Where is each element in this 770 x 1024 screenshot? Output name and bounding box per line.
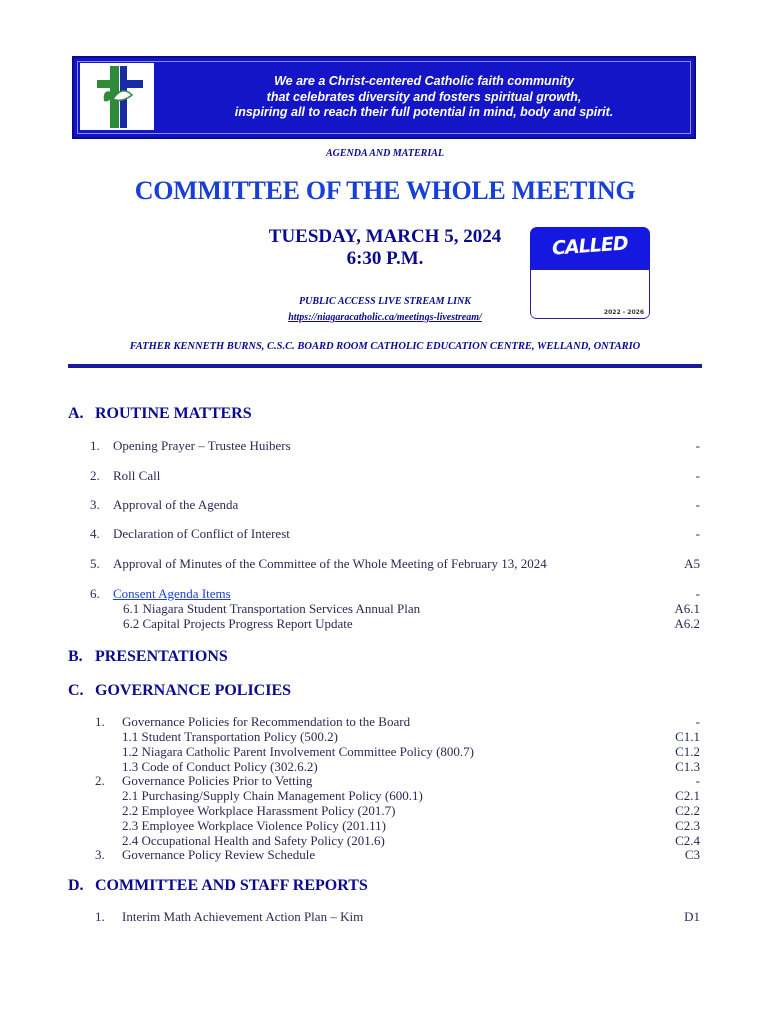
section-b-letter: B.	[68, 648, 83, 665]
section-d-title: COMMITTEE AND STAFF REPORTS	[95, 877, 368, 894]
section-c-heading	[68, 682, 291, 700]
item-reference: -	[695, 773, 700, 788]
item-reference: C2.1	[675, 788, 700, 803]
item-reference: -	[695, 468, 700, 483]
item-number: 1.	[95, 714, 105, 729]
item-reference: C3	[684, 847, 700, 862]
item-text: Approval of Minutes of the Committee of the Whole Meeting of February 13, 2024	[113, 556, 547, 571]
item-text: Governance Policy Review Schedule	[122, 847, 316, 862]
item-reference: A6.2	[674, 616, 700, 631]
item-number: 1.	[90, 438, 100, 453]
header-divider	[68, 364, 702, 368]
section-b-title: PRESENTATIONS	[95, 648, 228, 665]
item-reference: -	[695, 586, 700, 601]
meeting-datetime	[235, 226, 535, 270]
item-reference: -	[695, 714, 700, 729]
item-number: 2.	[95, 773, 105, 788]
section-d-letter: D.	[68, 877, 84, 894]
mission-line-2: that celebrates diversity and fosters spiritual growth,	[266, 89, 582, 104]
item-text: 1.2 Niagara Catholic Parent Involvement Committee Policy (800.7)	[122, 744, 475, 759]
item-text: 2.1 Purchasing/Supply Chain Management Policy (600.1)	[122, 788, 423, 803]
item-number: 3.	[90, 497, 100, 512]
livestream-link[interactable]: https://niagaracatholic.ca/meetings-livestream/	[288, 312, 482, 323]
section-c-title: GOVERNANCE POLICIES	[95, 682, 292, 699]
meeting-location: FATHER KENNETH BURNS, C.S.C. BOARD ROOM CATHOLIC EDUCATION CENTRE, WELLAND, ONTARIO	[129, 341, 641, 352]
item-reference: -	[695, 497, 700, 512]
called-badge-years: 2022 - 2026	[603, 309, 644, 316]
item-reference: C2.4	[675, 833, 700, 848]
item-reference: C2.2	[675, 803, 700, 818]
item-text: 6.2 Capital Projects Progress Report Update	[123, 616, 353, 631]
item-text: 2.2 Employee Workplace Harassment Policy (201.7)	[122, 803, 396, 818]
item-text: Governance Policies Prior to Vetting	[122, 773, 313, 788]
item-text: Governance Policies for Recommendation to the Board	[122, 714, 411, 729]
mission-line-3: inspiring all to reach their full potential in mind, body and spirit.	[234, 105, 614, 119]
item-text: 2.4 Occupational Health and Safety Policy (201.6)	[122, 833, 385, 848]
section-a-letter: A.	[68, 405, 84, 422]
item-number: 3.	[95, 847, 105, 862]
agenda-label: AGENDA AND MATERIAL	[326, 148, 444, 159]
section-d-heading	[68, 877, 368, 895]
item-reference: A6.1	[674, 601, 700, 616]
meeting-title: COMMITTEE OF THE WHOLE MEETING	[134, 176, 636, 205]
board-logo	[80, 63, 154, 130]
item-text: 1.1 Student Transportation Policy (500.2)	[122, 729, 338, 744]
item-number: 1.	[95, 909, 105, 924]
called-badge	[530, 227, 650, 319]
section-a-title: ROUTINE MATTERS	[95, 405, 252, 422]
item-number: 2.	[90, 468, 100, 483]
item-text: Approval of the Agenda	[113, 497, 239, 512]
consent-agenda-link[interactable]: Consent Agenda Items	[113, 586, 231, 601]
item-reference: C1.3	[675, 759, 700, 774]
item-reference: -	[695, 438, 700, 453]
item-text: 1.3 Code of Conduct Policy (302.6.2)	[122, 759, 318, 774]
item-reference: C1.1	[675, 729, 700, 744]
item-text: Interim Math Achievement Action Plan – Kim	[122, 909, 364, 924]
section-c-letter: C.	[68, 682, 84, 699]
section-b-heading	[68, 648, 228, 666]
called-badge-word: CALLED	[551, 232, 629, 260]
item-number: 6.	[90, 586, 100, 601]
item-text: Roll Call	[113, 468, 161, 483]
item-reference: D1	[684, 909, 700, 924]
item-text: Opening Prayer – Trustee Huibers	[113, 438, 291, 453]
meeting-date: TUESDAY, MARCH 5, 2024	[268, 226, 502, 247]
item-reference: C2.3	[675, 818, 700, 833]
item-number: 4.	[90, 526, 100, 541]
item-reference: A5	[684, 556, 700, 571]
item-text: Declaration of Conflict of Interest	[113, 526, 290, 541]
item-number: 5.	[90, 556, 100, 571]
item-reference: C1.2	[675, 744, 700, 759]
livestream-label: PUBLIC ACCESS LIVE STREAM LINK	[299, 296, 471, 307]
mission-statement	[160, 74, 688, 121]
item-text: 6.1 Niagara Student Transportation Services Annual Plan	[123, 601, 421, 616]
item-text: 2.3 Employee Workplace Violence Policy (201.11)	[122, 818, 387, 833]
item-reference: -	[695, 526, 700, 541]
mission-line-1: We are a Christ-centered Catholic faith community	[274, 74, 574, 88]
section-a-heading	[68, 405, 252, 423]
meeting-time: 6:30 P.M.	[346, 248, 424, 269]
